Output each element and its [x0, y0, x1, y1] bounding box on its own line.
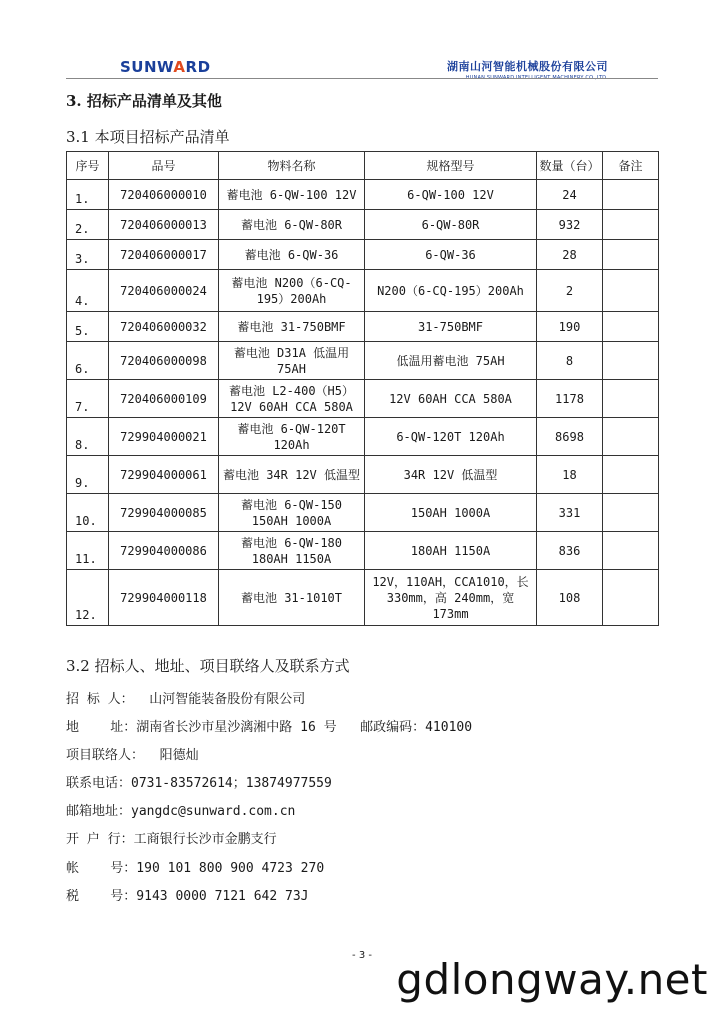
- cell-qty: 28: [537, 240, 603, 270]
- sunward-logo: [120, 58, 211, 76]
- cell-seq: 8.: [67, 418, 109, 456]
- cell-code: 729904000085: [109, 494, 219, 532]
- table-row: [67, 456, 659, 494]
- cell-name: 蓄电池 6-QW-80R: [219, 210, 365, 240]
- cell-name: 蓄电池 6-QW-36: [219, 240, 365, 270]
- table-row: [67, 532, 659, 570]
- cell-qty: 8698: [537, 418, 603, 456]
- company-name-cn: 湖南山河智能机械股份有限公司: [447, 60, 608, 73]
- cell-spec: 6-QW-100 12V: [365, 180, 537, 210]
- cell-code: 729904000086: [109, 532, 219, 570]
- cell-qty: 108: [537, 570, 603, 626]
- table-row: [67, 180, 659, 210]
- company-name-en: HUNAN SUNWARD INTELLIGENT MACHINERY CO.,LTD.: [465, 75, 608, 81]
- cell-note: [603, 240, 659, 270]
- cell-name: 蓄电池 L2-400（H5）12V 60AH CCA 580A: [219, 380, 365, 418]
- cell-code: 729904000061: [109, 456, 219, 494]
- cell-qty: 836: [537, 532, 603, 570]
- cell-name: 蓄电池 31-1010T: [219, 570, 365, 626]
- cell-code: 729904000118: [109, 570, 219, 626]
- table-row: [67, 342, 659, 380]
- header-note: 备注: [603, 152, 659, 180]
- contact-liaison: 项目联络人： 阳德灿: [66, 748, 199, 763]
- cell-seq: 4.: [67, 270, 109, 312]
- cell-spec: 6-QW-80R: [365, 210, 537, 240]
- contact-bank: 开 户 行：工商银行长沙市金鹏支行: [66, 832, 277, 847]
- cell-name: 蓄电池 6-QW-180 180AH 1150A: [219, 532, 365, 570]
- page-number: - 3 -: [352, 950, 372, 961]
- cell-qty: 18: [537, 456, 603, 494]
- cell-note: [603, 380, 659, 418]
- table-row: [67, 494, 659, 532]
- cell-spec: 6-QW-36: [365, 240, 537, 270]
- cell-spec: 31-750BMF: [365, 312, 537, 342]
- cell-seq: 11.: [67, 532, 109, 570]
- cell-code: 720406000013: [109, 210, 219, 240]
- product-table: [66, 151, 659, 626]
- cell-seq: 7.: [67, 380, 109, 418]
- cell-qty: 24: [537, 180, 603, 210]
- cell-seq: 5.: [67, 312, 109, 342]
- cell-note: [603, 180, 659, 210]
- logo-main: SUNW: [120, 58, 174, 76]
- table-row: [67, 240, 659, 270]
- cell-note: [603, 270, 659, 312]
- cell-note: [603, 456, 659, 494]
- contact-tax: 税 号：9143 0000 7121 642 73J: [66, 889, 309, 904]
- section-title: 3. 招标产品清单及其他: [66, 92, 222, 110]
- contact-account: 帐 号：190 101 800 900 4723 270: [66, 861, 325, 876]
- cell-name: 蓄电池 N200（6-CQ-195）200Ah: [219, 270, 365, 312]
- table-row: [67, 570, 659, 626]
- contact-phone: 联系电话：0731-83572614；13874977559: [66, 776, 332, 791]
- cell-note: [603, 342, 659, 380]
- table-row: [67, 418, 659, 456]
- cell-code: 720406000098: [109, 342, 219, 380]
- cell-note: [603, 494, 659, 532]
- cell-name: 蓄电池 6-QW-100 12V: [219, 180, 365, 210]
- table-header-row: [67, 152, 659, 180]
- header-seq: 序号: [67, 152, 109, 180]
- cell-spec: 180AH 1150A: [365, 532, 537, 570]
- contact-address: 地 址：湖南省长沙市星沙漓湘中路 16 号 邮政编码：410100: [66, 720, 473, 735]
- cell-code: 720406000024: [109, 270, 219, 312]
- cell-note: [603, 418, 659, 456]
- cell-qty: 1178: [537, 380, 603, 418]
- cell-name: 蓄电池 6-QW-150 150AH 1000A: [219, 494, 365, 532]
- cell-seq: 9.: [67, 456, 109, 494]
- cell-note: [603, 312, 659, 342]
- cell-qty: 8: [537, 342, 603, 380]
- table-row: [67, 210, 659, 240]
- header-name: 物料名称: [219, 152, 365, 180]
- cell-seq: 12.: [67, 570, 109, 626]
- cell-code: 729904000021: [109, 418, 219, 456]
- contact-email: 邮箱地址：yangdc@sunward.com.cn: [66, 804, 296, 819]
- cell-spec: N200（6-CQ-195）200Ah: [365, 270, 537, 312]
- cell-seq: 6.: [67, 342, 109, 380]
- cell-spec: 12V 60AH CCA 580A: [365, 380, 537, 418]
- header-code: 品号: [109, 152, 219, 180]
- cell-seq: 3.: [67, 240, 109, 270]
- cell-code: 720406000010: [109, 180, 219, 210]
- contact-tenderer: 招 标 人： 山河智能装备股份有限公司: [66, 692, 306, 707]
- cell-code: 720406000109: [109, 380, 219, 418]
- table-row: [67, 312, 659, 342]
- cell-seq: 10.: [67, 494, 109, 532]
- subsection-title-product-list: 3.1 本项目招标产品清单: [66, 128, 230, 146]
- cell-note: [603, 210, 659, 240]
- cell-note: [603, 532, 659, 570]
- cell-name: 蓄电池 6-QW-120T 120Ah: [219, 418, 365, 456]
- cell-code: 720406000032: [109, 312, 219, 342]
- cell-qty: 932: [537, 210, 603, 240]
- cell-seq: 2.: [67, 210, 109, 240]
- table-row: [67, 270, 659, 312]
- cell-name: 蓄电池 31-750BMF: [219, 312, 365, 342]
- header-divider: [66, 78, 658, 79]
- cell-code: 720406000017: [109, 240, 219, 270]
- site-watermark: gdlongway.net: [396, 955, 708, 1004]
- cell-qty: 331: [537, 494, 603, 532]
- cell-name: 蓄电池 D31A 低温用 75AH: [219, 342, 365, 380]
- table-row: [67, 380, 659, 418]
- logo-tail: RD: [185, 58, 211, 76]
- header-qty: 数量（台）: [537, 152, 603, 180]
- cell-note: [603, 570, 659, 626]
- cell-name: 蓄电池 34R 12V 低温型: [219, 456, 365, 494]
- cell-spec: 34R 12V 低温型: [365, 456, 537, 494]
- subsection-title-contact: 3.2 招标人、地址、项目联络人及联系方式: [66, 657, 350, 675]
- cell-spec: 低温用蓄电池 75AH: [365, 342, 537, 380]
- cell-spec: 12V，110AH，CCA1010，长 330mm，高 240mm，宽 173mm: [365, 570, 537, 626]
- cell-qty: 190: [537, 312, 603, 342]
- logo-accent: A: [173, 58, 186, 76]
- header-spec: 规格型号: [365, 152, 537, 180]
- cell-seq: 1.: [67, 180, 109, 210]
- cell-qty: 2: [537, 270, 603, 312]
- cell-spec: 150AH 1000A: [365, 494, 537, 532]
- cell-spec: 6-QW-120T 120Ah: [365, 418, 537, 456]
